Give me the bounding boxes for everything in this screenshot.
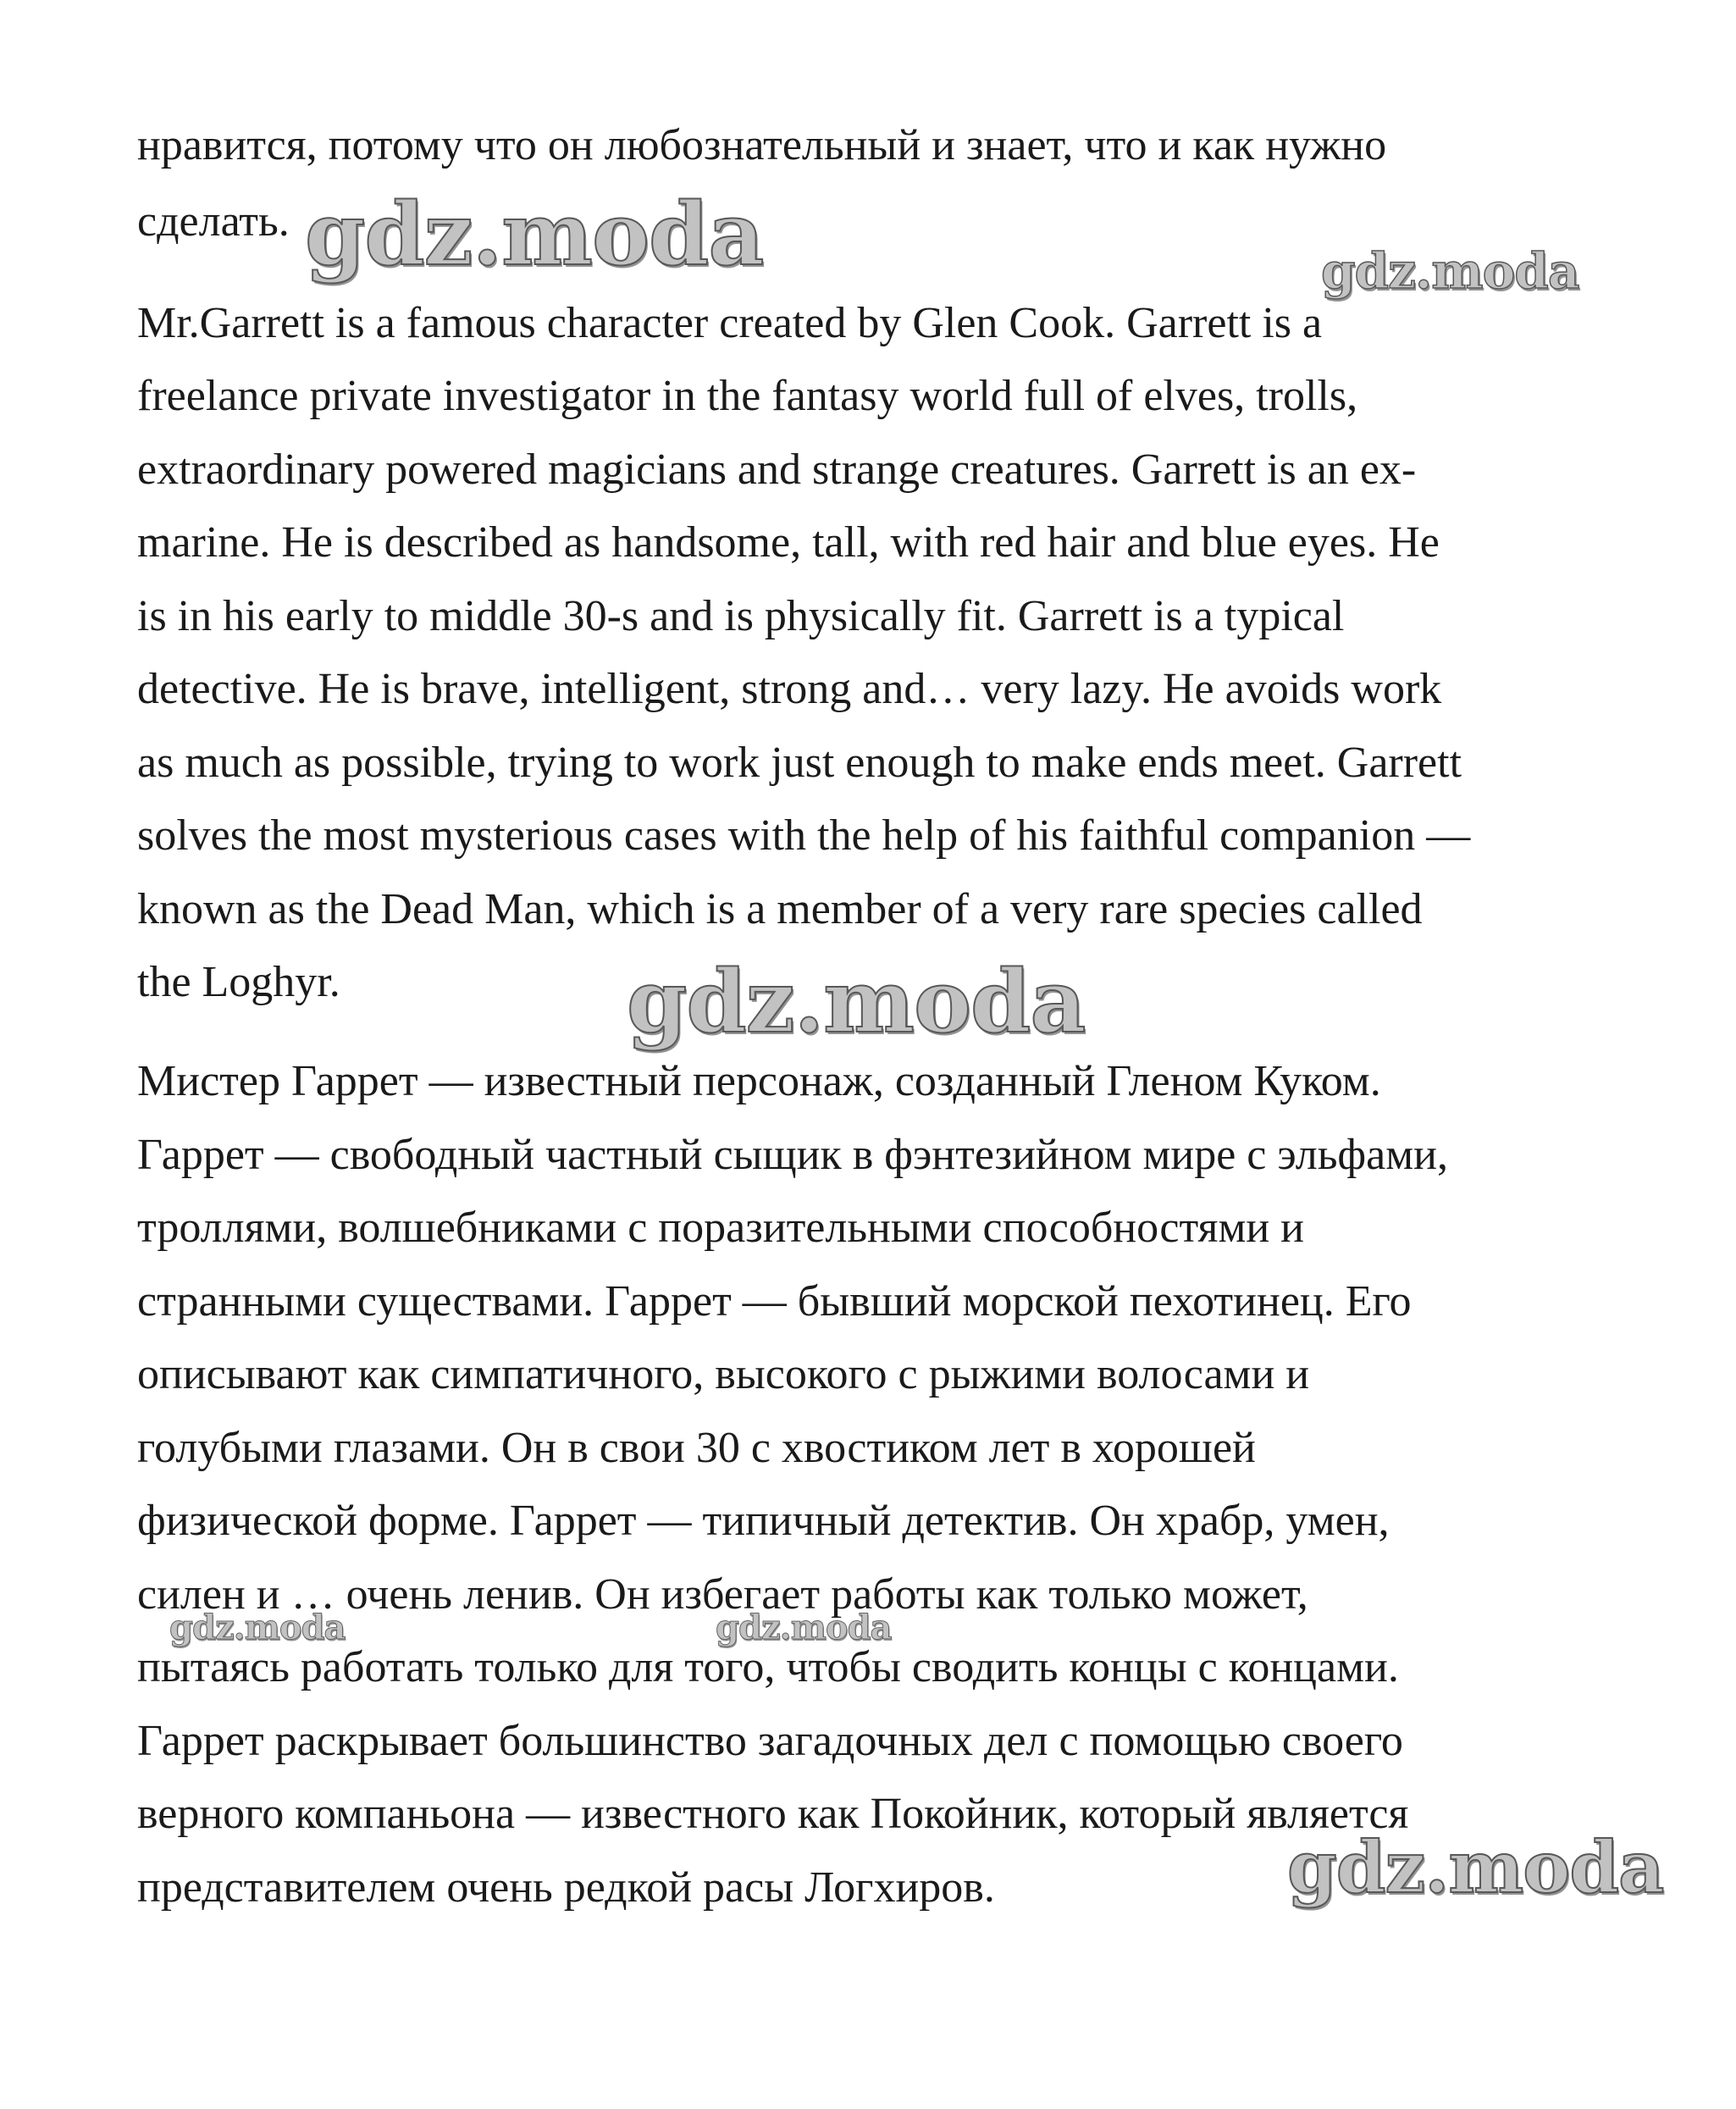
watermark-logo: gdz.moda [716,1608,892,1647]
english-line: Mr.Garrett is a famous character created by Glen Cook. Garrett is a [137,299,1323,347]
russian-line: Гаррет раскрывает большинство загадочных дел с помощью своего [137,1717,1403,1765]
english-line: as much as possible, trying to work just enough to make ends meet. Garrett [137,739,1462,787]
english-line: is in his early to middle 30-s and is physically fit. Garrett is a typical [137,592,1345,640]
watermark-logo: gdz.moda [169,1608,346,1647]
russian-line: странными существами. Гаррет — бывший морской пехотинец. Его [137,1277,1412,1326]
watermark-logo: gdz.moda [1321,242,1579,300]
russian-line: пытаясь работать только для того, чтобы сводить концы с концами. [137,1643,1399,1691]
english-line: the Loghyr. [137,958,340,1006]
russian-line: силен и … очень ленив. Он избегает работы как только может, [137,1570,1308,1619]
watermark-logo: gdz.moda [1287,1825,1664,1909]
russian-line: Мистер Гаррет — известный персонаж, созданный Гленом Куком. [137,1057,1381,1105]
english-line: solves the most mysterious cases with the help of his faithful companion — [137,811,1471,860]
watermark-logo: gdz.moda [305,184,764,285]
intro-line: нравится, потому что он любознательный и знает, что и как нужно [137,121,1387,169]
russian-line: верного компаньона — известного как Покойник, который является [137,1790,1409,1838]
english-line: detective. He is brave, intelligent, strong and… very lazy. He avoids work [137,665,1442,713]
russian-line: голубыми глазами. Он в свои 30 с хвостиком лет в хорошей [137,1424,1256,1472]
russian-line: троллями, волшебниками с поразительными способностями и [137,1204,1304,1252]
intro-line: сделать. [137,197,290,246]
russian-line: представителем очень редкой расы Логхиров. [137,1863,995,1912]
english-line: marine. He is described as handsome, tall, with red hair and blue eyes. He [137,518,1440,567]
russian-line: описывают как симпатичного, высокого с рыжими волосами и [137,1350,1310,1398]
russian-line: физической форме. Гаррет — типичный детектив. Он храбр, умен, [137,1497,1390,1545]
russian-line: Гаррет — свободный частный сыщик в фэнтезийном мире с эльфами, [137,1131,1448,1179]
english-line: freelance private investigator in the fantasy world full of elves, trolls, [137,372,1358,420]
watermark-logo: gdz.moda [627,951,1086,1053]
english-line: known as the Dead Man, which is a member of a very rare species called [137,885,1423,933]
english-line: extraordinary powered magicians and strange creatures. Garrett is an ex- [137,446,1417,494]
